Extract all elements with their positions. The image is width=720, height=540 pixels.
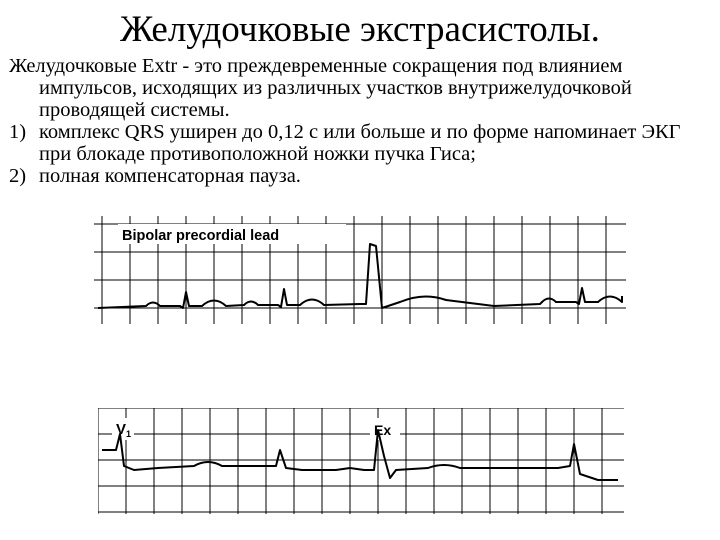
ecg-strip-bipolar xyxy=(94,216,626,324)
list-marker: 2) xyxy=(9,165,27,187)
list-item-text: полная компенсаторная пауза. xyxy=(39,165,301,187)
ecg-strip-v1 xyxy=(98,408,624,514)
list-item xyxy=(9,121,709,165)
extrasystole-marker-label: Ex xyxy=(374,422,392,438)
list-item xyxy=(9,165,709,187)
list-marker: 1) xyxy=(9,121,27,143)
lead-label: $V_1$ xyxy=(116,421,132,439)
slide-title: Желудочковые экстрасистолы. xyxy=(120,9,600,50)
lead-label: Bipolar precordial lead xyxy=(122,228,280,244)
ecg-grid xyxy=(98,408,624,514)
ecg-trace xyxy=(102,430,618,480)
slide-text xyxy=(9,55,709,187)
lead-label-subscript: 1 xyxy=(126,429,132,439)
intro-paragraph: Желудочковые Extr - это преждевременные сокращения под влиянием импульсов, исходящих из различных участков внутрижелудочковой проводящей системы. xyxy=(9,55,632,121)
ecg-trace xyxy=(98,244,622,308)
list-item-text: комплекс QRS уширен до 0,12 с или больше и по форме напоминает ЭКГ при блокаде противоположной ножки пучка Гиса; xyxy=(39,121,681,165)
